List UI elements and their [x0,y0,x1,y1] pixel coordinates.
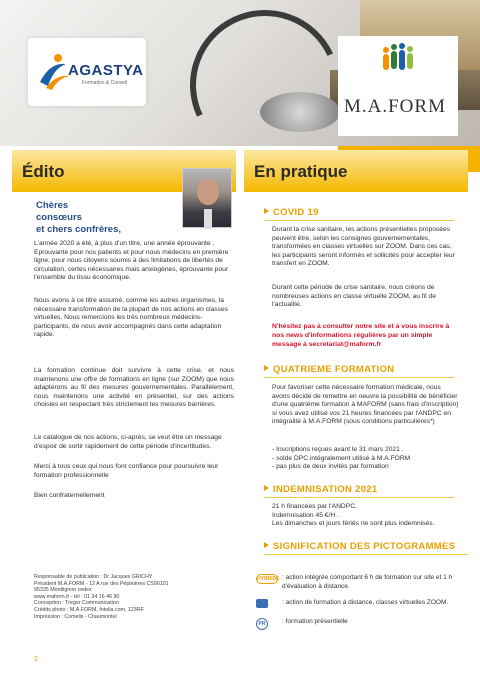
maform-people-icon [378,42,418,78]
edito-signoff: Bien confraternellement [34,492,105,499]
hybrid-icon: HYBRIDE [257,576,280,582]
covid-alert: N'hésitez pas à consulter notre site et à vous inscrire à nos news d'informations régulières par un simple message à secretariat@maform.fr [272,323,450,348]
section-divider [264,497,454,498]
section-arrow-icon [264,485,269,491]
section-divider [264,377,454,378]
quatrieme-conditions [272,446,460,472]
video-camera-icon [256,599,268,608]
covid-paragraph: Durant cette période de crise sanitaire, nous créons de nombreuses actions en classe virtuelle ZOOM, au fil de l'actualité. [272,284,436,309]
edito-greeting [36,200,176,236]
agastya-logo [28,38,146,106]
credit-line: Responsable de publication : Dr Jacques GRICHY [34,574,153,580]
credit-line: Conception : Tregor Communication [34,600,119,607]
condition-item: - Inscriptions reçues avant le 31 mars 2021 . [272,446,404,453]
edito-title: Édito [22,162,65,181]
picto-presentiel-row [256,618,466,630]
condition-item: - pas plus de deux invités par formation [272,463,389,471]
portrait-face [197,179,219,205]
credit-line: Président M.A.FORM - 12 A rue des Pépinières CS90101 [34,580,169,587]
covid-section-title: COVID 19 [264,207,319,218]
credit-line: Impression : Comelis - Chaumontel [34,613,117,620]
section-divider [264,220,454,221]
picto-hybrid-row [256,574,466,592]
greeting-line: consœurs [36,212,82,223]
author-portrait [182,168,232,228]
picto-description: : action de formation à distance, classes virtuelles ZOOM. [282,599,449,606]
maform-name: M.A.FORM [344,96,446,117]
presentiel-icon: PR [256,618,268,630]
picto-description: : formation présentielle [282,618,348,625]
edito-paragraph: La formation continue doit survivre à cette crise, et nous maintenons une offre de formations en ligne (sur ZOOM) que nous adapterons au fil des mesures gouvernementales. Parallèlement, nous maintenons une activité en présentiel, sur des actions choisies en respectant très strictement les mesures barrières. [34,367,234,409]
stethoscope-image [169,0,361,146]
agastya-tagline: Formation & Conseil [82,80,128,86]
indemnisation-line: Indemnisation 45 €/H . [272,511,339,519]
section-divider [264,554,468,555]
portrait-shirt [204,209,212,229]
credit-line: Crédits photo : M.A.FORM, fotolia.com, 123RF [34,606,144,613]
section-arrow-icon [264,365,269,371]
indemnisation-line: 21 h financées par l'ANDPC. [272,503,357,510]
pictogrammes-section-title: SIGNIFICATION DES PICTOGRAMMES [264,541,455,552]
maform-logo [338,36,458,136]
credit-line: 95335 Montlignon cedex [34,587,92,594]
edito-paragraph: L'année 2020 a été, à plus d'un titre, une année éprouvante . Eprouvante pour nos patients et pour nous médecins en première ligne, pour nous citoyens soumis à des limitations de libertés de circulation, certes nécessaires mais anxiogènes, éprouvante pour l'ensemble du tissu économique. [34,240,229,282]
picto-zoom-row [256,599,466,611]
condition-item: - solde DPC intégralement utilisé à M.A.FORM [272,454,411,462]
quatrieme-section-title: QUATRIEME FORMATION [264,364,394,375]
edito-paragraph: Nous avons à ce titre assumé, comme les autres organismes, la nécessaire transformation de la plupart de nos actions en classes virtuelles. Nous remercions les très nombreux médecins-participants, de nous avoir accompagnés dans cette adaptation rapide. [34,297,229,339]
covid-paragraph: Durant la crise sanitaire, les actions présentielles proposées peuvent être, selon les consignes gouvernementales, transformées en classes virtuelles sur ZOOM. Dans ces cas, les participants seront informés et sollicités pour accepter leur transfert en ZOOM. [272,226,455,268]
quatrieme-paragraph: Pour favoriser cette nécessaire formation médicale, nous avons décidé de remettre en oeuvre la possibilité de bénéficier d'une quatrième formation à MAFORM (sans frais d'inscription) si vous avez utilisé vos 21 heures financées par l'ANDPC en intégralité à M.A.FORM (sous conditions particulières*) [272,384,459,426]
edito-paragraph: Merci à tous ceux qui nous font confiance pour poursuivre leur formation professionnelle [34,463,219,479]
section-arrow-icon [264,542,269,548]
page-number: 2 [34,656,38,663]
pratique-header [244,150,468,192]
greeting-line: Chères [36,200,69,211]
edito-paragraph: Le catalogue de nos actions, ci-après, se veut être un message d'espoir de sortir rapidement de cette période d'incertitudes. [34,434,222,450]
indemnisation-line: Les dimanches et jours fériés ne sont plus indemnisés. [272,520,435,528]
pratique-title: En pratique [254,162,348,181]
publication-credits [34,574,234,620]
section-arrow-icon [264,208,269,214]
greeting-line: et chers confrères, [36,224,122,235]
agastya-name: AGASTYA [68,62,144,79]
indemnisation-section-title: INDEMNISATION 2021 [264,484,377,495]
picto-description: : action intégrée comportant 6 h de formation sur site et 1 h d'évaluation à distance. [282,574,453,590]
indemnisation-details [272,503,460,529]
agastya-figure-icon [36,52,72,90]
stethoscope-chestpiece [260,92,340,132]
credit-line: www.maform.fr - tél : 01 34 16 46 90 [34,593,120,600]
